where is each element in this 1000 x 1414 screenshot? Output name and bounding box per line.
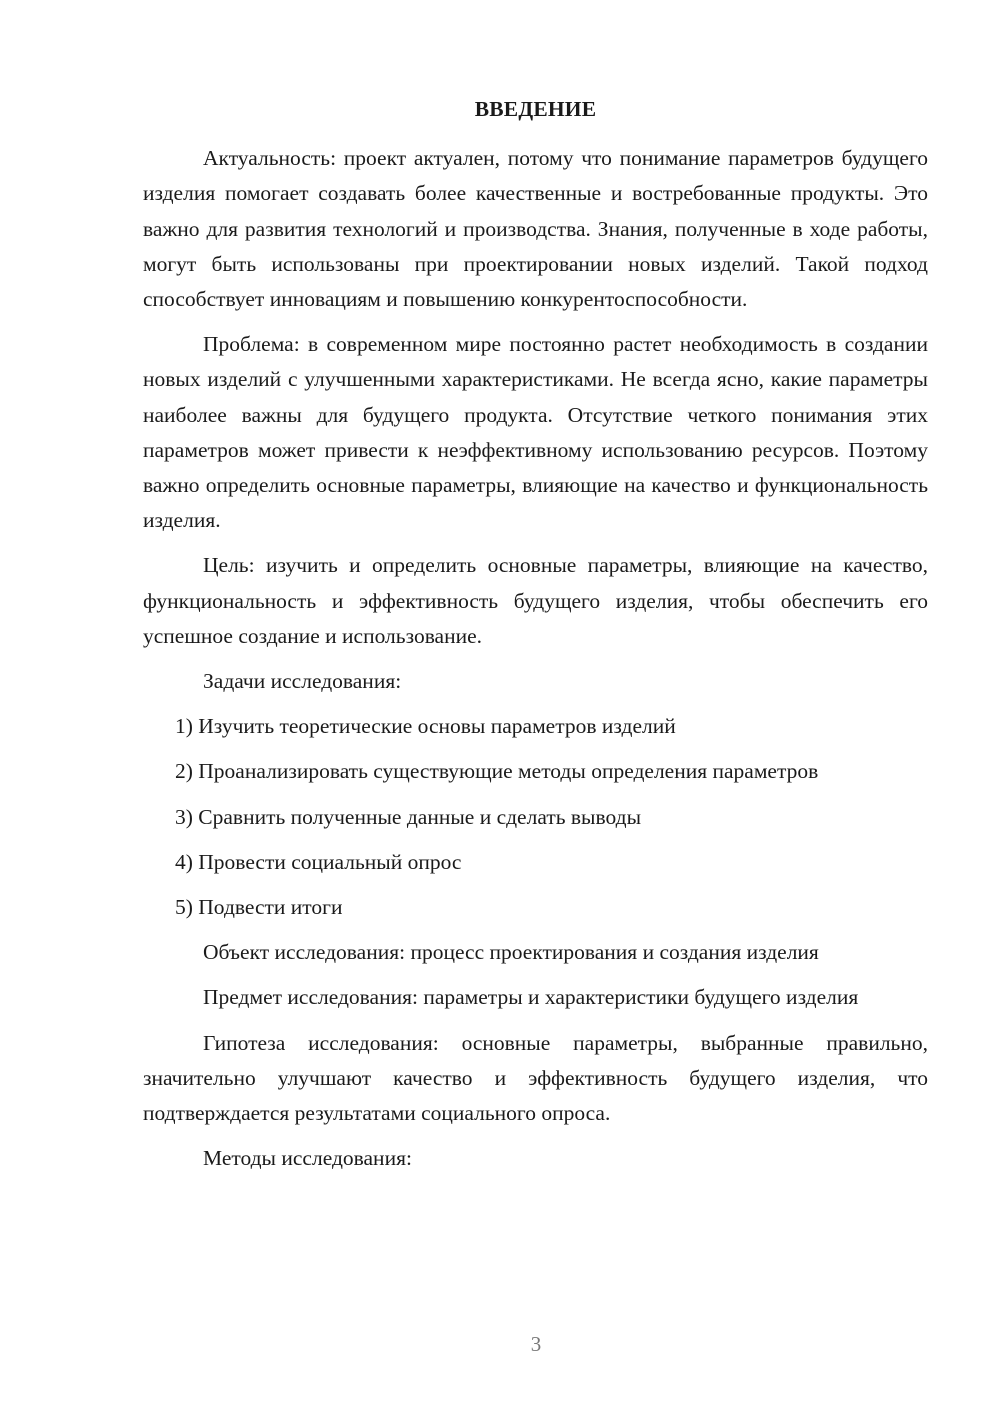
list-item: 2) Проанализировать существующие методы определения параметров	[175, 759, 819, 784]
paragraph-subject: Предмет исследования: параметры и характеристики будущего изделия	[203, 985, 859, 1010]
paragraph-goal: Цель: изучить и определить основные параметры, влияющие на качество, функциональность и эффективность будущего изделия, чтобы обеспечить его успешное создание и использование.	[143, 553, 928, 648]
paragraph-hypothesis: Гипотеза исследования: основные параметры, выбранные правильно, значительно улучшают качество и эффективность будущего изделия, что подтверждается результатами социального опроса.	[143, 1030, 928, 1126]
list-item: 4) Провести социальный опрос	[175, 849, 462, 874]
list-item: 5) Подвести итоги	[175, 895, 343, 920]
paragraph-problem: Проблема: в современном мире постоянно растет необходимость в создании новых изделий с улучшенными характеристиками. Не всегда ясно, какие параметры наиболее важны для будущего продукта. Отсутствие четкого понимания этих параметров может привести к неэффективному использованию ресурсов. Поэтому важно определить основные параметры, влияющие на качество и функциональность изделия.	[143, 332, 928, 533]
paragraph-methods: Методы исследования:	[203, 1146, 412, 1171]
list-item: 3) Сравнить полученные данные и сделать выводы	[175, 804, 642, 829]
paragraph-relevance: Актуальность: проект актуален, потому что понимание параметров будущего изделия помогает создавать более качественные и востребованные продукты. Это важно для развития технологий и производства. Знания, полученные в ходе работы, могут быть использованы при проектировании новых изделий. Такой подход способствует инновациям и повышению конкурентоспособности.	[143, 146, 928, 312]
page-number: 3	[530, 1332, 542, 1356]
page-content	[143, 92, 928, 1186]
paragraph-tasks-heading: Задачи исследования:	[203, 669, 402, 694]
section-heading: ВВЕДЕНИЕ	[474, 97, 597, 121]
list-item: 1) Изучить теоретические основы параметров изделий	[175, 714, 676, 739]
research-tasks-list	[143, 709, 928, 925]
paragraph-object: Объект исследования: процесс проектирования и создания изделия	[203, 940, 819, 965]
